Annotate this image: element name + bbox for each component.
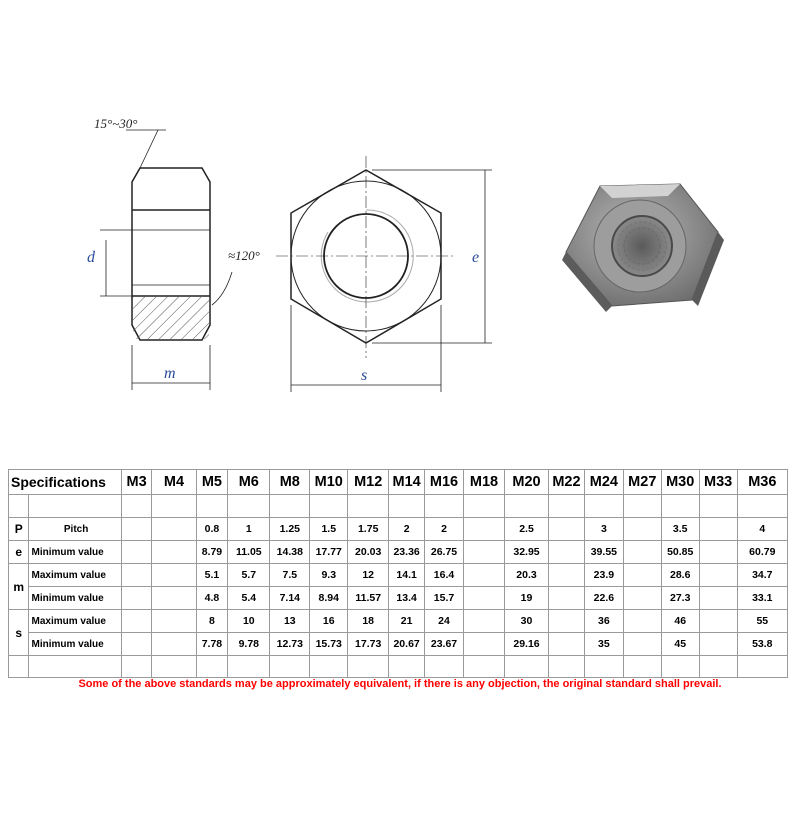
nut-front-view (276, 156, 492, 392)
value-cell (699, 564, 737, 587)
dim-m-label: m (164, 365, 176, 382)
header-specifications: Specifications (9, 470, 122, 495)
value-cell: 23.9 (584, 564, 623, 587)
size-header: M18 (463, 470, 504, 495)
value-cell: 9.78 (228, 633, 270, 656)
value-cell: 1.5 (310, 518, 348, 541)
value-cell: 23.36 (389, 541, 425, 564)
size-header: M30 (661, 470, 699, 495)
value-cell (463, 633, 504, 656)
value-cell: 33.1 (737, 587, 787, 610)
value-cell: 26.75 (425, 541, 464, 564)
table-row (9, 610, 788, 633)
table-header-row (9, 470, 788, 495)
table-row (9, 564, 788, 587)
value-cell: 28.6 (661, 564, 699, 587)
value-cell (699, 541, 737, 564)
value-cell (699, 610, 737, 633)
size-header: M14 (389, 470, 425, 495)
row-label: Maximum value (29, 610, 121, 633)
value-cell (549, 541, 585, 564)
size-header: M33 (699, 470, 737, 495)
value-cell (699, 518, 737, 541)
value-cell: 13.4 (389, 587, 425, 610)
value-cell (152, 541, 196, 564)
value-cell: 7.78 (196, 633, 228, 656)
value-cell (549, 587, 585, 610)
value-cell: 60.79 (737, 541, 787, 564)
row-group-label: m (9, 564, 29, 610)
value-cell (549, 633, 585, 656)
table-row (9, 518, 788, 541)
value-cell (121, 564, 152, 587)
value-cell: 20.03 (348, 541, 389, 564)
value-cell: 3 (584, 518, 623, 541)
value-cell: 2.5 (504, 518, 548, 541)
size-header: M6 (228, 470, 270, 495)
table-spacer-row (9, 495, 788, 518)
size-header: M36 (737, 470, 787, 495)
value-cell (623, 633, 661, 656)
value-cell (463, 610, 504, 633)
value-cell: 7.5 (270, 564, 310, 587)
size-header: M3 (121, 470, 152, 495)
value-cell (152, 610, 196, 633)
value-cell: 39.55 (584, 541, 623, 564)
value-cell: 5.1 (196, 564, 228, 587)
angle120-label: ≈120° (228, 248, 260, 263)
value-cell: 11.57 (348, 587, 389, 610)
value-cell (549, 564, 585, 587)
value-cell (463, 518, 504, 541)
value-cell (121, 633, 152, 656)
value-cell: 29.16 (504, 633, 548, 656)
value-cell: 50.85 (661, 541, 699, 564)
value-cell (121, 518, 152, 541)
value-cell: 0.8 (196, 518, 228, 541)
value-cell: 8.79 (196, 541, 228, 564)
row-label: Maximum value (29, 564, 121, 587)
value-cell (549, 610, 585, 633)
size-header: M27 (623, 470, 661, 495)
value-cell (121, 610, 152, 633)
value-cell (152, 633, 196, 656)
value-cell: 4 (737, 518, 787, 541)
value-cell: 19 (504, 587, 548, 610)
value-cell: 12.73 (270, 633, 310, 656)
value-cell: 1 (228, 518, 270, 541)
nut-side-view (100, 130, 232, 390)
row-label: Minimum value (29, 541, 121, 564)
table-row (9, 541, 788, 564)
value-cell (549, 518, 585, 541)
value-cell (152, 587, 196, 610)
value-cell: 23.67 (425, 633, 464, 656)
value-cell: 1.75 (348, 518, 389, 541)
value-cell: 1.25 (270, 518, 310, 541)
disclaimer-footnote: Some of the above standards may be approximately equivalent, if there is any objection, the original standard shall prevail. (78, 678, 722, 690)
dim-d-label: d (87, 249, 95, 266)
value-cell: 35 (584, 633, 623, 656)
table-bottom-row (9, 656, 788, 678)
value-cell (699, 633, 737, 656)
value-cell (623, 518, 661, 541)
value-cell: 22.6 (584, 587, 623, 610)
value-cell: 45 (661, 633, 699, 656)
size-header: M22 (549, 470, 585, 495)
specification-table (8, 469, 788, 678)
value-cell: 13 (270, 610, 310, 633)
value-cell: 5.4 (228, 587, 270, 610)
value-cell: 17.77 (310, 541, 348, 564)
row-label: Minimum value (29, 633, 121, 656)
nut-photo (562, 184, 724, 312)
value-cell (623, 564, 661, 587)
row-group-label: P (9, 518, 29, 541)
value-cell (699, 587, 737, 610)
value-cell: 16.4 (425, 564, 464, 587)
value-cell: 2 (389, 518, 425, 541)
value-cell: 11.05 (228, 541, 270, 564)
value-cell (152, 518, 196, 541)
value-cell: 36 (584, 610, 623, 633)
value-cell: 14.38 (270, 541, 310, 564)
size-header: M4 (152, 470, 196, 495)
value-cell (623, 587, 661, 610)
value-cell: 14.1 (389, 564, 425, 587)
value-cell: 7.14 (270, 587, 310, 610)
value-cell (463, 541, 504, 564)
value-cell: 20.3 (504, 564, 548, 587)
row-label: Minimum value (29, 587, 121, 610)
size-header: M8 (270, 470, 310, 495)
value-cell: 12 (348, 564, 389, 587)
value-cell: 9.3 (310, 564, 348, 587)
value-cell: 21 (389, 610, 425, 633)
value-cell: 8 (196, 610, 228, 633)
value-cell (152, 564, 196, 587)
value-cell: 24 (425, 610, 464, 633)
value-cell (463, 587, 504, 610)
value-cell (121, 587, 152, 610)
size-header: M5 (196, 470, 228, 495)
value-cell: 17.73 (348, 633, 389, 656)
value-cell: 34.7 (737, 564, 787, 587)
dim-s-label: s (361, 367, 368, 384)
value-cell: 10 (228, 610, 270, 633)
value-cell: 15.7 (425, 587, 464, 610)
value-cell: 2 (425, 518, 464, 541)
value-cell: 5.7 (228, 564, 270, 587)
row-label: Pitch (29, 518, 121, 541)
value-cell: 27.3 (661, 587, 699, 610)
value-cell: 46 (661, 610, 699, 633)
value-cell (463, 564, 504, 587)
angle-label: 15°~30° (94, 116, 138, 131)
value-cell: 32.95 (504, 541, 548, 564)
value-cell: 8.94 (310, 587, 348, 610)
value-cell (623, 541, 661, 564)
table-row (9, 587, 788, 610)
table-row (9, 633, 788, 656)
value-cell: 16 (310, 610, 348, 633)
value-cell: 3.5 (661, 518, 699, 541)
value-cell: 30 (504, 610, 548, 633)
row-group-label: s (9, 610, 29, 656)
size-header: M24 (584, 470, 623, 495)
row-group-label: e (9, 541, 29, 564)
size-header: M10 (310, 470, 348, 495)
value-cell: 15.73 (310, 633, 348, 656)
dim-e-label: e (472, 249, 480, 266)
value-cell: 53.8 (737, 633, 787, 656)
value-cell: 4.8 (196, 587, 228, 610)
size-header: M20 (504, 470, 548, 495)
size-header: M16 (425, 470, 464, 495)
value-cell: 55 (737, 610, 787, 633)
value-cell (623, 610, 661, 633)
value-cell: 20.67 (389, 633, 425, 656)
value-cell (121, 541, 152, 564)
value-cell: 18 (348, 610, 389, 633)
size-header: M12 (348, 470, 389, 495)
